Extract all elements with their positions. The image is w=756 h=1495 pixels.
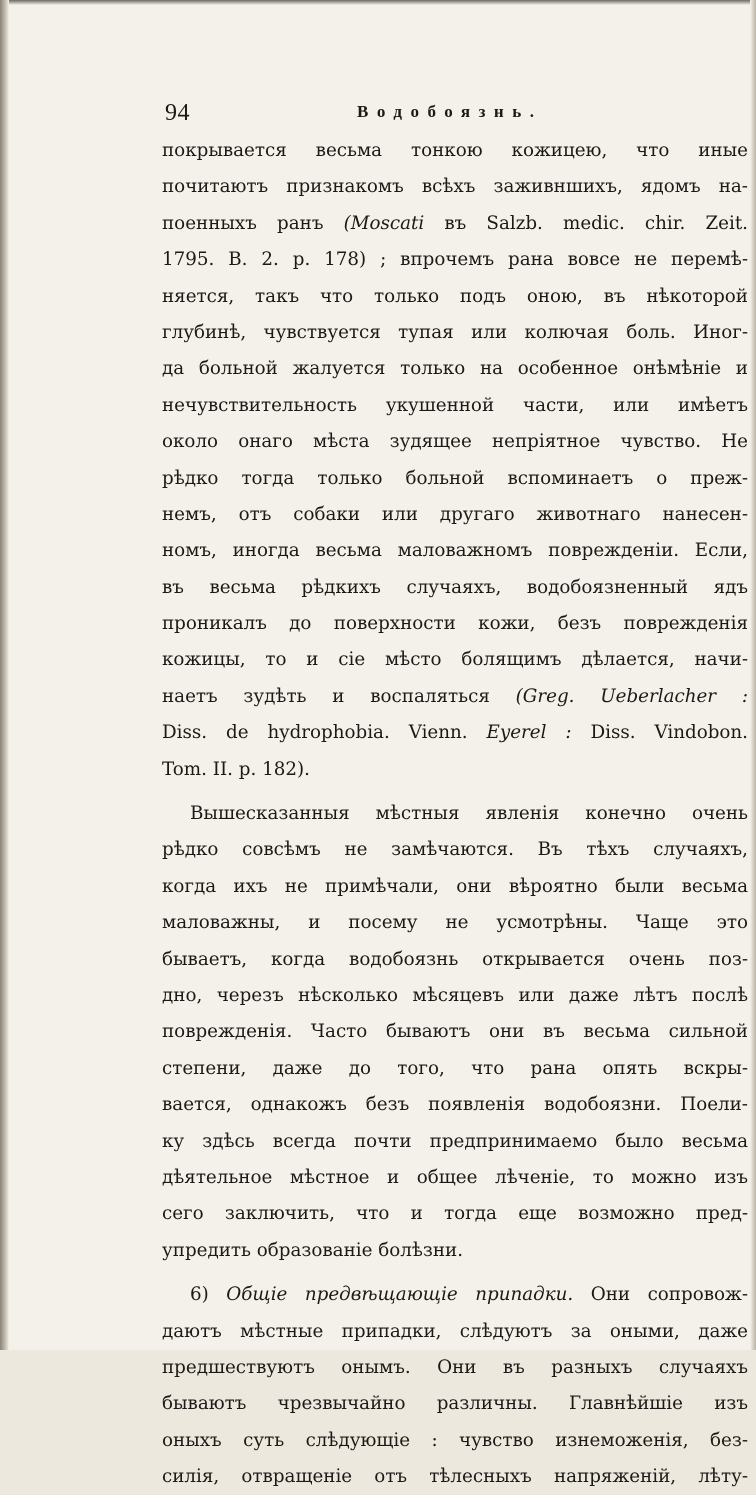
text-run: наетъ зудѣть и воспаляться [162,685,516,707]
text-line [162,206,748,242]
text-line [162,1459,748,1495]
text-line [162,388,748,424]
text-line [162,351,748,387]
text-run: около онаго мѣста зудящее непріятное чувство. Не [162,431,748,453]
text-run: Diss. Vindobon. [571,722,748,744]
text-run: Tom. II. p. 182). [162,758,310,780]
text-line [162,1087,748,1123]
text-run: въ Salzb. medic. chir. Zeit. [424,212,748,234]
italic-text: (Moscati [343,212,425,234]
text-line [162,606,748,642]
text-line [162,1051,748,1087]
text-line [162,869,748,905]
text-line [162,679,748,715]
text-run: вается, однакожъ безъ появленія водобоязни. Поели- [162,1094,748,1116]
text-line [162,1196,748,1232]
italic-text: Общіе предвѣщающіе припадки. [226,1284,574,1306]
page-right-edge [750,0,756,1350]
text-run: Вышесказанныя мѣстныя явленія конечно очень [190,803,748,825]
page-top-shadow [0,0,756,5]
text-run: 1795. B. 2. p. 178) ; впрочемъ рана вовсе не перемѣ- [162,249,748,271]
text-run: 6) [190,1284,227,1306]
text-line [162,905,748,941]
text-line [162,169,748,205]
text-line [162,1160,748,1196]
text-line [162,461,748,497]
text-run: дѣятельное мѣстное и общее лѣченіе, то можно изъ [162,1166,748,1188]
text-line [162,1124,748,1160]
text-line [162,1233,748,1269]
text-run: рѣдко совсѣмъ не замѣчаются. Въ тѣхъ случаяхъ, [162,839,748,861]
text-run: няется, такъ что только подъ оною, въ нѣкоторой [162,285,748,307]
text-run: поенныхъ ранъ [162,212,344,234]
text-line [162,1386,748,1422]
text-run: немъ, отъ собаки или другаго животнаго нанесен- [162,503,748,525]
page-binding-shadow [0,0,9,1350]
text-run: да больной жалуется только на особенное онѣмѣніе и [162,358,748,380]
italic-text: Eyerel : [486,722,572,744]
text-line [162,1314,748,1350]
text-line [162,424,748,460]
paragraph-gap [162,1269,748,1277]
text-line [162,978,748,1014]
italic-text: (Greg. Ueberlacher : [515,685,748,707]
text-line [162,942,748,978]
text-run: номъ, иногда весьма маловажномъ поврежденіи. Если, [162,540,748,562]
text-line [162,497,748,533]
text-line [162,832,748,868]
text-run: покрывается весьма тонкою кожицею, что иные [162,140,748,161]
text-run: рѣдко тогда только больной вспоминаетъ о преж- [162,467,748,489]
text-line [162,570,748,606]
text-run: маловажны, и посему не усмотрѣны. Чаще это [162,912,748,934]
text-run: глубинѣ, чувствуется тупая или колючая боль. Иног- [162,321,748,343]
text-run: дно, черезъ нѣсколько мѣсяцевъ или даже лѣтъ послѣ [162,984,748,1006]
text-line [162,752,748,788]
text-run: оныхъ суть слѣдующіе : чувство изнеможенія, без- [162,1429,748,1451]
paragraph-gap [162,788,748,796]
text-run: почитаютъ признакомъ всѣхъ заживншихъ, ядомъ на- [162,176,748,198]
text-run: силія, отвращеніе отъ тѣлесныхъ напряженій, лѣту- [162,1466,748,1488]
text-line [162,533,748,569]
text-run: упредить образованіе болѣзни. [162,1239,464,1261]
text-run: въ весьма рѣдкихъ случаяхъ, водобоязненный ядъ [162,576,748,598]
body-text [162,133,748,1495]
text-run: Diss. de hydrophobia. Vienn. [162,722,487,744]
text-line [162,796,748,832]
text-line [162,715,748,751]
text-run: Они сопровож- [573,1284,748,1306]
text-line [162,133,748,169]
text-line [162,1014,748,1050]
text-line [162,279,748,315]
text-run: нечувствительность укушенной части, или имѣетъ [162,394,748,416]
text-run: бываетъ, когда водобоязнь открывается очень поз- [162,948,748,970]
text-run: бываютъ чрезвычайно различны. Главнѣйшіе изъ [162,1393,748,1415]
text-line [162,642,748,678]
text-run: ку здѣсь всегда почти предпринимаемо было весьма [162,1130,748,1152]
text-run: предшествуютъ онымъ. Они въ разныхъ случаяхъ [162,1356,748,1378]
text-line [162,1350,748,1386]
text-run: когда ихъ не примѣчали, они вѣроятно были весьма [162,875,748,897]
text-run: сего заключить, что и тогда еще возможно пред- [162,1203,748,1225]
text-line [162,1423,748,1459]
page-number: 94 [165,100,190,126]
text-line [162,242,748,278]
text-line [162,1277,748,1313]
text-run: поврежденія. Часто бываютъ они въ весьма сильной [162,1021,748,1043]
text-line [162,315,748,351]
text-run: проникалъ до поверхности кожи, безъ поврежденія [162,613,748,635]
text-run: даютъ мѣстные припадки, слѣдуютъ за оными, даже [162,1320,748,1342]
text-run: степени, даже до того, что рана опять вскры- [162,1057,748,1079]
running-head: Водобоязнь. [357,102,543,121]
text-run: кожицы, то и сіе мѣсто болящимъ дѣлается, начи- [162,649,748,671]
